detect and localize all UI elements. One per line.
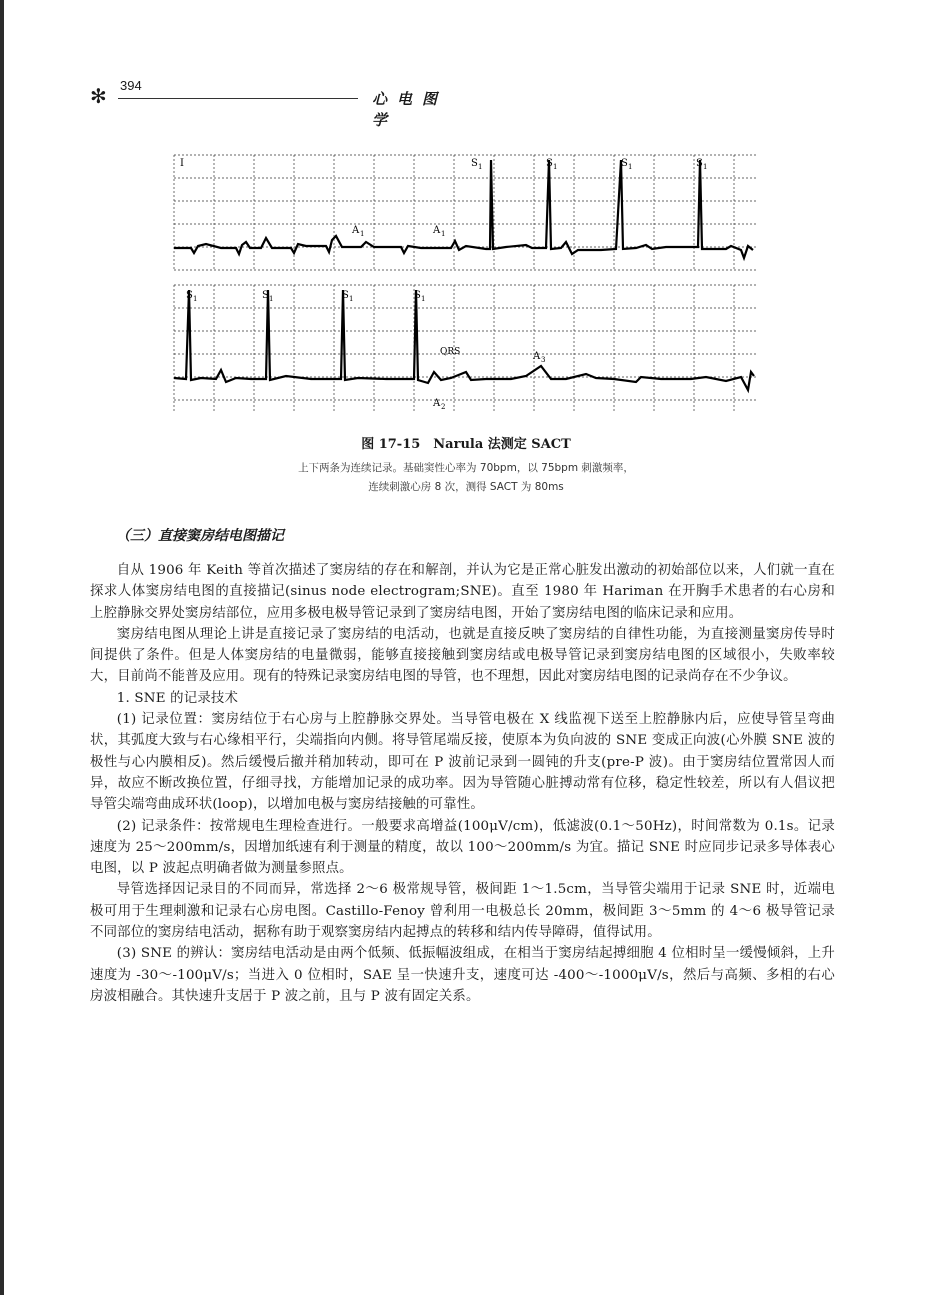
svg-text:1: 1 [349,295,354,303]
page-number: 394 [120,78,142,93]
svg-text:S: S [414,290,421,301]
body-text [90,560,835,1007]
svg-text:S: S [546,158,553,169]
svg-text:1: 1 [441,230,446,238]
svg-text:1: 1 [628,163,633,171]
grid-top [174,155,756,270]
trace-labels [180,158,707,411]
svg-text:S: S [262,290,269,301]
paragraph: (2) 记录条件：按常规电生理检查进行。一般要求高增益(100μV/cm)，低滤波(0.1～50Hz)，时间常数为 0.1s。记录速度为 25～200mm/s，因增加纸速有利于测量的精度，故以 100～200mm/s 为宜。描记 SNE 时应同步记录多导体表心电图，以 P 波起点明确者做为测量参照点。 [90,818,835,877]
ecg-figure [166,150,766,418]
svg-text:1: 1 [553,163,558,171]
svg-text:1: 1 [421,295,426,303]
atrial-label-1 [351,225,364,238]
star-icon: ✻ [90,84,107,108]
svg-text:1: 1 [703,163,708,171]
running-title: 心电图学 [372,90,448,129]
figure-caption-line: 连续刺激心房 8 次，测得 SACT 为 80ms [368,481,564,493]
stim-label-top-3 [621,158,632,171]
svg-text:1: 1 [269,295,274,303]
page-edge [0,0,4,1295]
svg-text:1: 1 [193,295,198,303]
paragraph: 自从 1906 年 Keith 等首次描述了窦房结的存在和解剖，并认为它是正常心脏发出激动的初始部位以来，人们就一直在探求人体窦房结电图的直接描记(sinus node electrogram;SNE)。直至 1980 年 Hariman 在开胸手术患者的右心房和上腔静脉交界处窦房结部位，应用多极电极导管记录到了窦房结电图，开始了窦房结电图的临床记录和应用。 [90,563,835,621]
paragraph: 窦房结电图从理论上讲是直接记录了窦房结的电活动，也就是直接反映了窦房结的自律性功能，为直接测量窦房传导时间提供了条件。但是人体窦房结的电量微弱，能够直接接触到窦房结或电极导管记录到窦房结电图的区域很小，失败率较大，目前尚不能普及应用。现有的特殊记录窦房结电图的导管，也不理想，因此对窦房结电图的记录尚存在不少争议。 [90,626,835,685]
svg-text:1: 1 [478,163,483,171]
paragraph: (3) SNE 的辨认：窦房结电活动是由两个低频、低振幅波组成，在相当于窦房结起搏细胞 4 位相时呈一缓慢倾斜，上升速度为 -30～-100μV/s；当进入 0 位相时，SAE 呈一快速升支，速度可达 -400～-1000μV/s，然后与高频、多相的右心房波相融合。其快速升支居于 P 波之前，且与 P 波有固定关系。 [90,946,835,1004]
ecg-trace-top [174,160,753,258]
stim-label-top-1 [471,158,482,171]
ecg-trace-bottom [174,290,754,390]
qrs-label: QRS [440,347,461,357]
svg-text:1: 1 [360,230,365,238]
stim-label-top-4 [696,158,707,171]
figure-caption-line: 上下两条为连续记录。基础窦性心率为 70bpm，以 75bpm 刺激频率， [298,462,634,474]
figure-caption-title: 图 17-15 Narula 法测定 SACT [361,437,571,452]
svg-text:A: A [433,225,441,236]
svg-text:S: S [696,158,703,169]
header-rule [118,98,358,99]
grid-bottom [174,285,756,412]
svg-text:S: S [471,158,478,169]
svg-text:S: S [621,158,628,169]
subheading: 1. SNE 的记录技术 [116,690,239,706]
svg-text:A: A [533,351,541,362]
paragraph: (1) 记录位置：窦房结位于右心房与上腔静脉交界处。当导管电极在 X 线监视下送至上腔静脉内后，应使导管呈弯曲状，其弧度大致与右心缘相平行，尖端指向内侧。将导管尾端反接，使原本为负向波的 SNE 变成正向波(心外膜 SNE 波的极性与心内膜相反)。然后缓慢后撤并稍加转动，即可在 P 波前记录到一圆钝的升支(pre-P 波)。由于窦房结位置常因人而异，故应不断改换位置，仔细寻找，方能增加记录的成功率。因为导管随心脏搏动常有位移，稳定性较差，所以有人倡议把导管尖端弯曲成环状(loop)，以增加电极与窦房结接触的可靠性。 [90,712,835,813]
svg-text:A: A [352,225,360,236]
svg-text:2: 2 [441,403,446,411]
svg-text:3: 3 [541,356,546,364]
section-heading: （三）直接窦房结电图描记 [116,528,284,544]
atrial-label-2 [432,225,445,238]
svg-text:S: S [186,290,193,301]
svg-text:S: S [342,290,349,301]
svg-text:A: A [433,398,441,409]
paragraph: 导管选择因记录目的不同而异，常选择 2～6 极常规导管，极间距 1～1.5cm，当导管尖端用于记录 SNE 时，近端电极可用于生理刺激和记录右心房电图。Castillo-Fenoy 曾利用一电极总长 20mm，极间距 3～5mm 的 4～6 极导管记录不同部位的窦房结电活动，据称有助于观察窦房结内起搏点的转移和结内传导障碍，值得试用。 [90,882,835,941]
ecg-chart [166,150,766,418]
lead-label: I [180,158,184,169]
page-header [90,78,450,129]
